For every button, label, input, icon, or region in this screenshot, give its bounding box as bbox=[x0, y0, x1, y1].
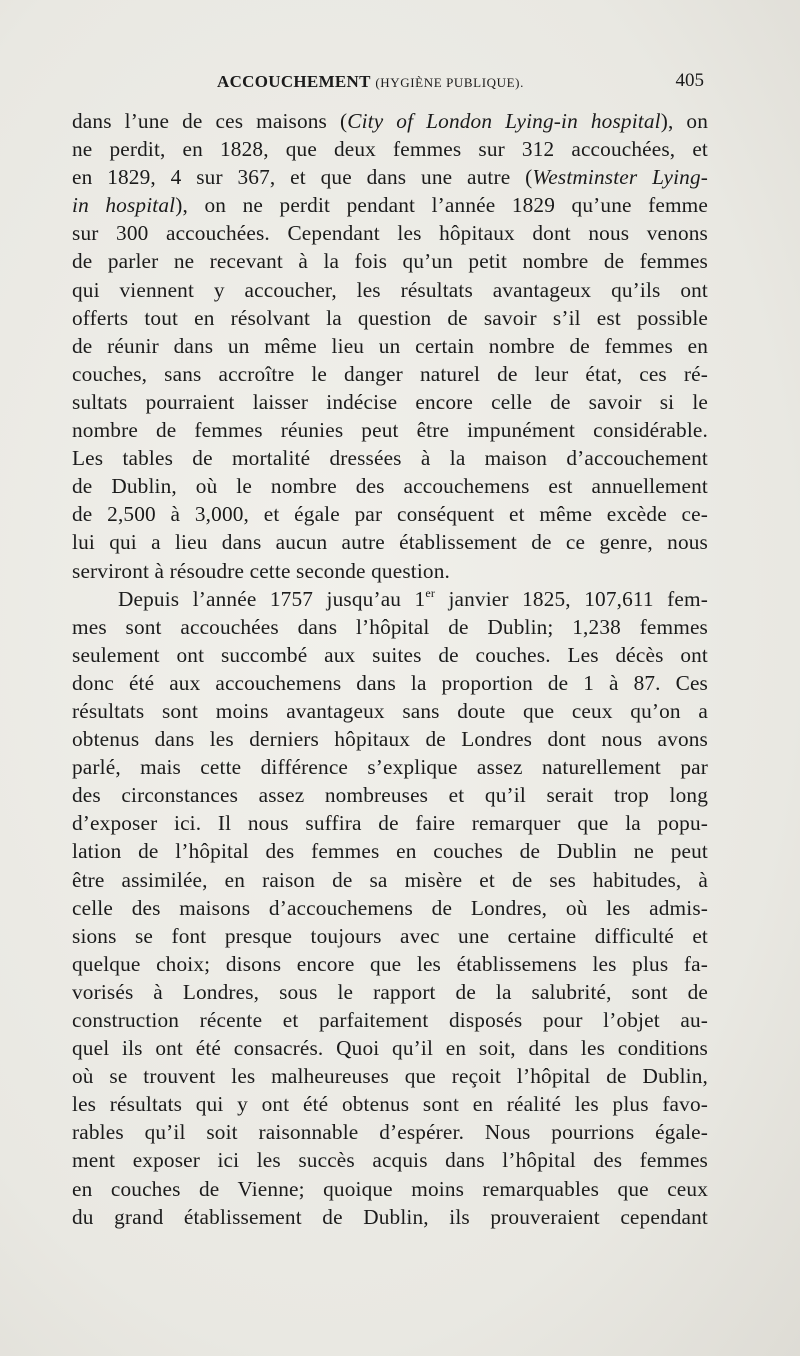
text-line: quel ils ont été consacrés. Quoi qu’il en soit, dans les conditions bbox=[72, 1036, 708, 1061]
text-line: in hospital), on ne perdit pendant l’année 1829 qu’une femme bbox=[72, 193, 708, 218]
text-line: être assimilée, en raison de sa misère et de ses habitudes, à bbox=[72, 867, 708, 892]
text-line: les résultats qui y ont été obtenus sont en réalité les plus favo- bbox=[72, 1092, 708, 1117]
text-line: rables qu’il soit raisonnable d’espérer. Nous pourrions égale- bbox=[72, 1120, 708, 1145]
text-line: vorisés à Londres, sous le rapport de la salubrité, sont de bbox=[72, 979, 708, 1004]
text-line: donc été aux accouchemens dans la proportion de 1 à 87. Ces bbox=[72, 670, 708, 695]
text-line: sions se font presque toujours avec une certaine difficulté et bbox=[72, 923, 708, 948]
text-line: couches, sans accroître le danger naturel de leur état, ces ré- bbox=[72, 361, 708, 386]
text-line: Les tables de mortalité dressées à la maison d’accouchement bbox=[72, 446, 708, 471]
body-text bbox=[72, 107, 708, 1231]
text-line: de 2,500 à 3,000, et égale par conséquent et même excède ce- bbox=[72, 502, 708, 527]
page-number: 405 bbox=[675, 70, 704, 91]
running-header bbox=[72, 66, 708, 100]
text-line: de Dublin, où le nombre des accouchemens est annuellement bbox=[72, 474, 708, 499]
text-line: mes sont accouchées dans l’hôpital de Dublin; 1,238 femmes bbox=[72, 614, 708, 639]
running-title-sub: (HYGIÈNE PUBLIQUE). bbox=[375, 75, 524, 90]
text-line: lui qui a lieu dans aucun autre établissement de ce genre, nous bbox=[72, 530, 708, 555]
text-line: ment exposer ici les succès acquis dans l’hôpital des femmes bbox=[72, 1148, 708, 1173]
text-line: où se trouvent les malheureuses que reçoit l’hôpital de Dublin, bbox=[72, 1064, 708, 1089]
text-line: lation de l’hôpital des femmes en couches de Dublin ne peut bbox=[72, 839, 708, 864]
text-line: en couches de Vienne; quoique moins remarquables que ceux bbox=[72, 1176, 708, 1201]
text-line: obtenus dans les derniers hôpitaux de Londres dont nous avons bbox=[72, 727, 708, 752]
text-line: offerts tout en résolvant la question de savoir s’il est possible bbox=[72, 305, 708, 330]
text-line: en 1829, 4 sur 367, et que dans une autre (Westminster Lying- bbox=[72, 165, 708, 190]
text-line: qui viennent y accoucher, les résultats avantageux qu’ils ont bbox=[72, 277, 708, 302]
text-line: de réunir dans un même lieu un certain nombre de femmes en bbox=[72, 333, 708, 358]
text-line: parlé, mais cette différence s’explique assez naturellement par bbox=[72, 755, 708, 780]
text-line: résultats sont moins avantageux sans doute que ceux qu’on a bbox=[72, 698, 708, 723]
text-line: construction récente et parfaitement disposés pour l’objet au- bbox=[72, 1008, 708, 1032]
text-line: seulement ont succombé aux suites de couches. Les décès ont bbox=[72, 642, 708, 667]
text-line: du grand établissement de Dublin, ils prouveraient cependant bbox=[72, 1204, 708, 1229]
text-line: d’exposer ici. Il nous suffira de faire remarquer que la popu- bbox=[72, 811, 708, 836]
text-line: celle des maisons d’accouchemens de Londres, où les admis- bbox=[72, 895, 708, 920]
running-title-main: ACCOUCHEMENT bbox=[217, 72, 371, 91]
text-line: des circonstances assez nombreuses et qu’il serait trop long bbox=[72, 783, 708, 808]
text-line: sultats pourraient laisser indécise encore celle de savoir si le bbox=[72, 389, 708, 414]
text-line: ne perdit, en 1828, que deux femmes sur 312 accouchées, et bbox=[72, 137, 708, 162]
text-line: quelque choix; disons encore que les établissemens les plus fa- bbox=[72, 951, 708, 976]
text-line: serviront à résoudre cette seconde question. bbox=[72, 558, 450, 583]
paragraph-start-line: Depuis l’année 1757 jusqu’au 1er janvier 1825, 107,611 fem- bbox=[118, 585, 708, 611]
text-line: nombre de femmes réunies peut être impunément considérable. bbox=[72, 418, 708, 443]
running-title bbox=[217, 72, 524, 92]
text-line: sur 300 accouchées. Cependant les hôpitaux dont nous venons bbox=[72, 221, 708, 246]
text-line: de parler ne recevant à la fois qu’un petit nombre de femmes bbox=[72, 249, 708, 274]
text-line: dans l’une de ces maisons (City of London Lying-in hospital), on bbox=[72, 109, 709, 133]
